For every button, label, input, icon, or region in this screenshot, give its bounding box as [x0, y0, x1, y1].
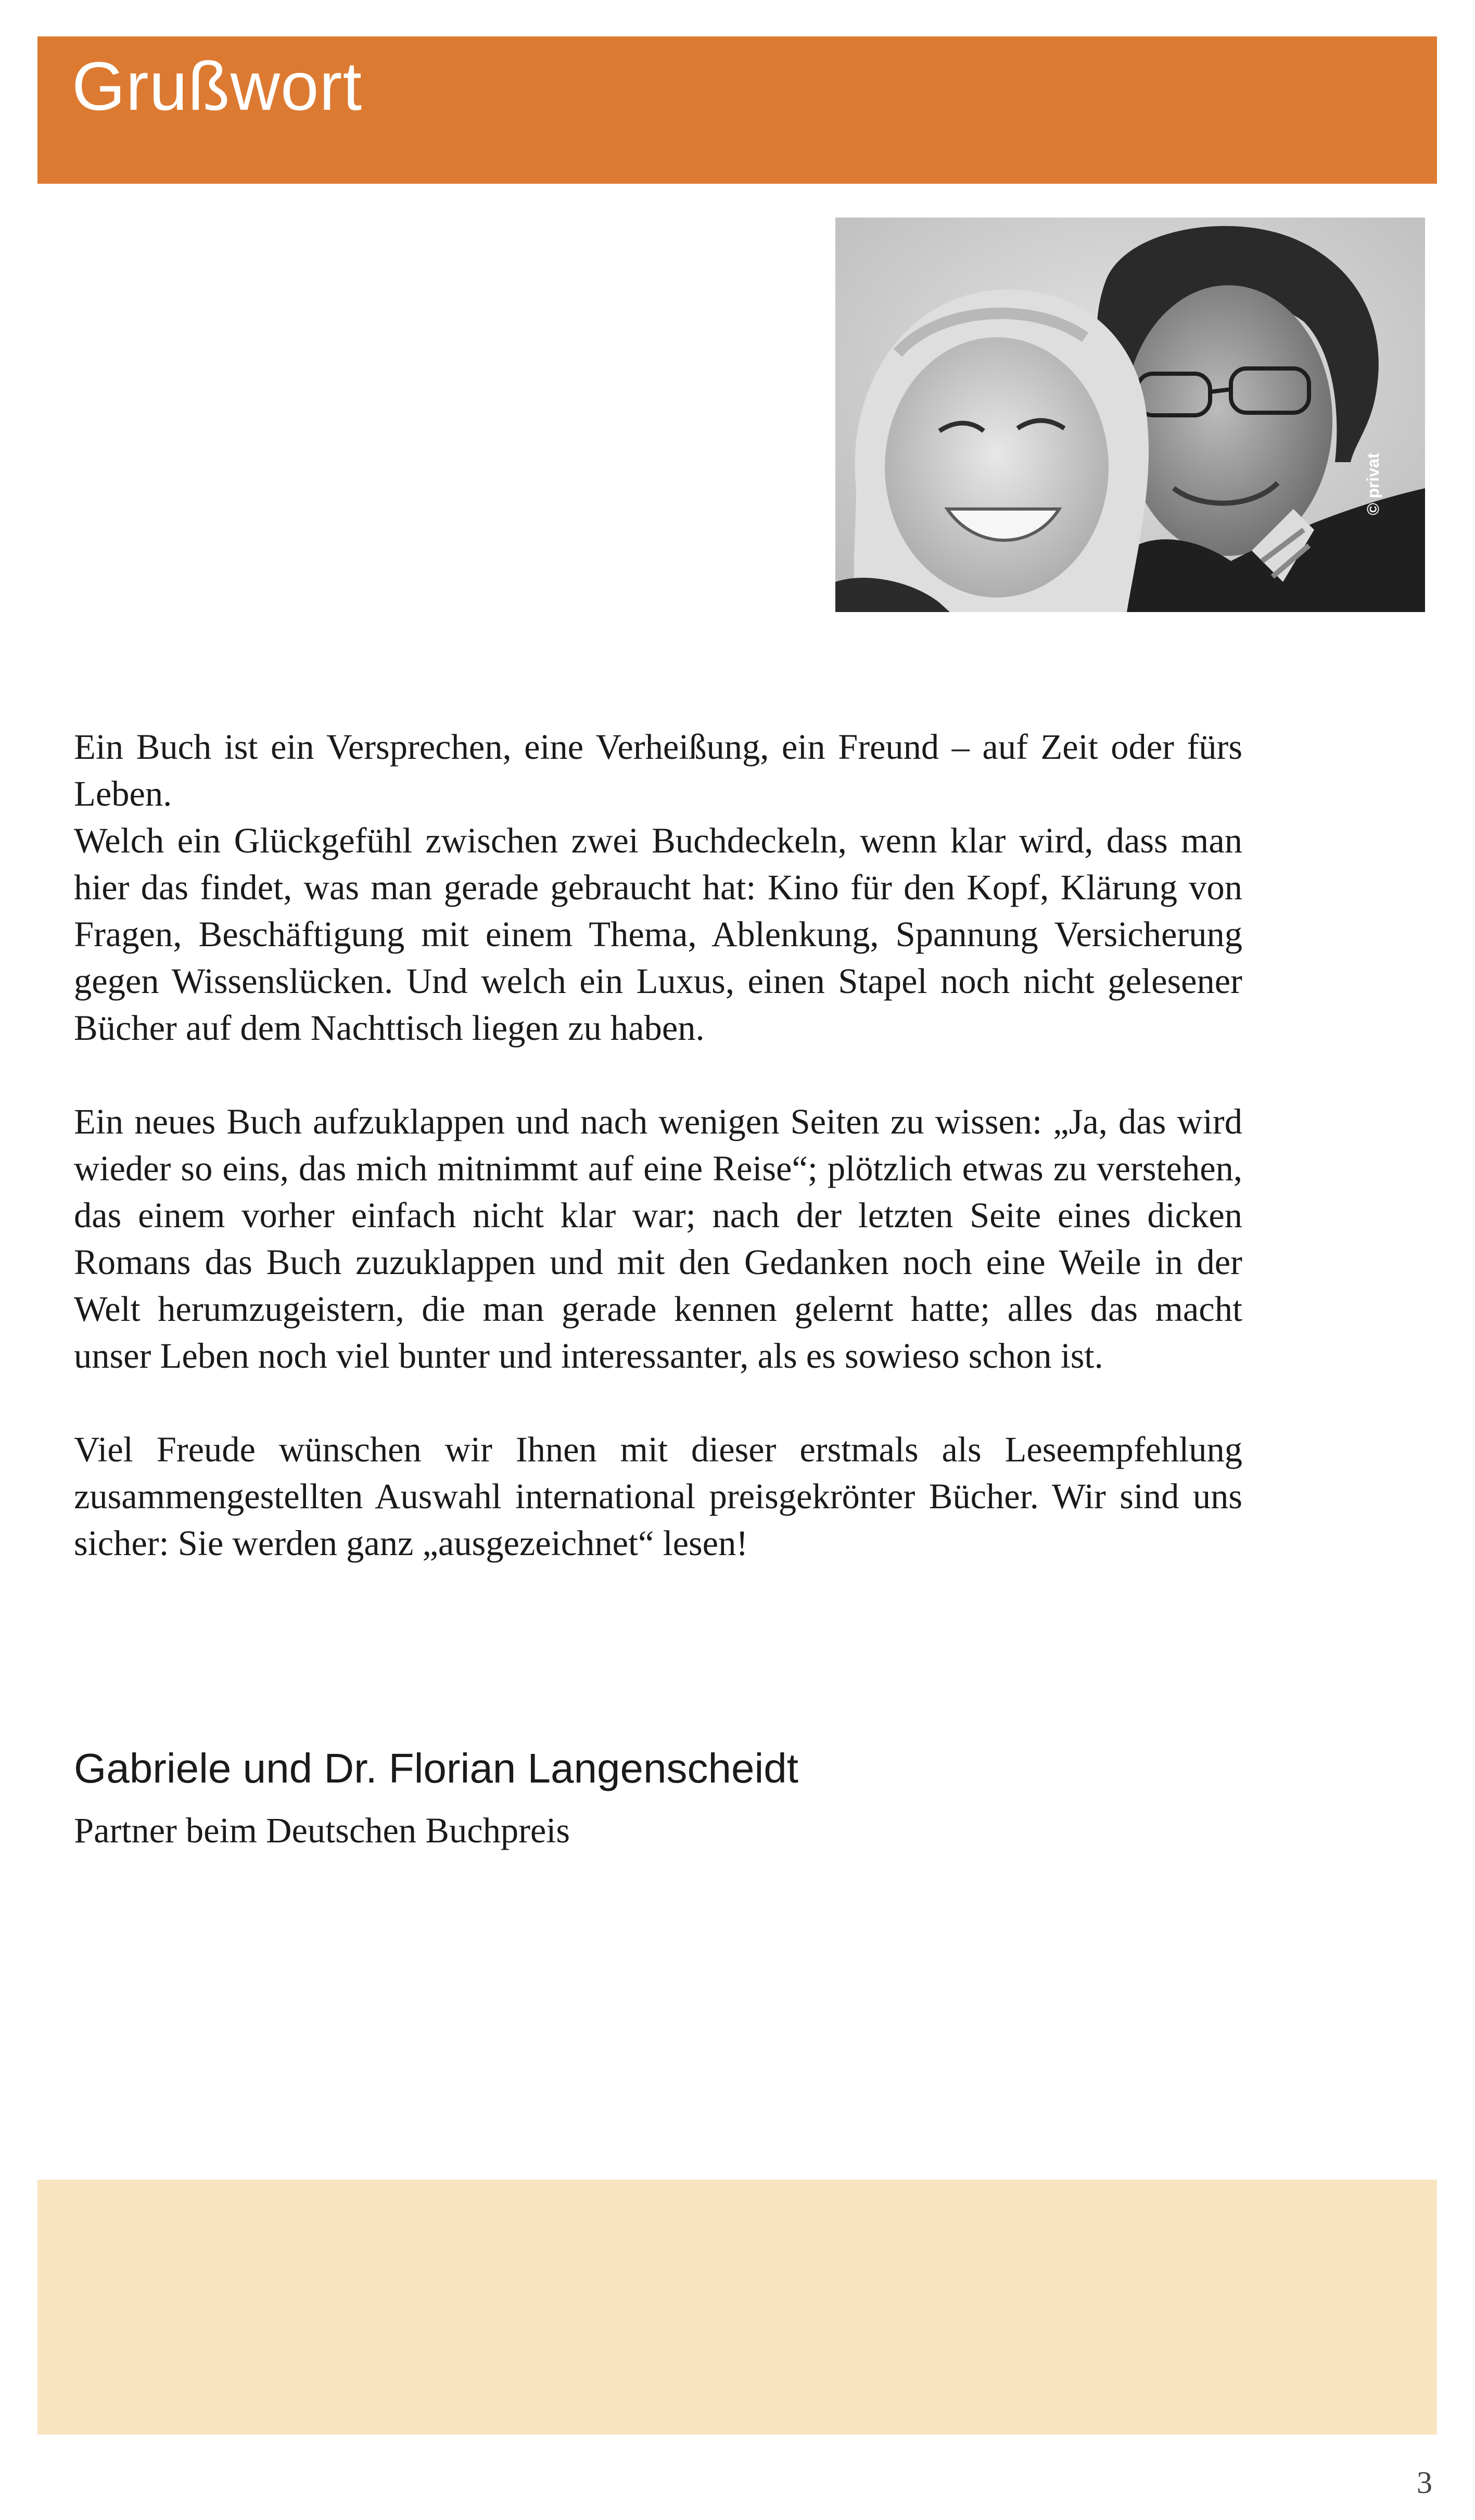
- paragraph-1: [74, 723, 1242, 1051]
- paragraph-1-body: Welch ein Glückgefühl zwischen zwei Buchdeckeln, wenn klar wird, dass man hier das findet, was man gerade gebraucht hat: Kino für den Kopf, Klärung von Fragen, Beschäftigung mit einem Thema, Ablenkung, Spannung Versicherung gegen Wissenslücken. Und welch ein Luxus, einen Stapel noch nicht gelesener Bücher auf dem Nachttisch liegen zu haben.: [74, 821, 1242, 1048]
- signature-name: Gabriele und Dr. Florian Langenscheidt: [74, 1745, 798, 1791]
- page-number: 3: [1417, 2465, 1432, 2500]
- header-bar: [37, 36, 1437, 184]
- photo-credit: © privat: [1364, 453, 1382, 515]
- paragraph-1-intro: Ein Buch ist ein Versprechen, eine Verheißung, ein Freund – auf Zeit oder fürs Leben.: [74, 727, 1242, 813]
- page-title: Grußwort: [72, 48, 363, 124]
- signature-role: Partner beim Deutschen Buchpreis: [74, 1811, 570, 1850]
- portrait-photo: [835, 218, 1425, 612]
- footer-box: [37, 2180, 1437, 2435]
- body-text: [74, 723, 1242, 1613]
- portrait-image: [835, 218, 1425, 612]
- paragraph-3: Viel Freude wünschen wir Ihnen mit dieser erstmals als Leseempfehlung zusammengestellten Auswahl international preisgekrönter Bücher. Wir sind uns sicher: Sie werden ganz „ausgezeichnet“ lesen!: [74, 1430, 1242, 1563]
- paragraph-2: Ein neues Buch aufzuklappen und nach wenigen Seiten zu wissen: „Ja, das wird wieder so eins, das mich mitnimmt auf eine Reise“; plötzlich etwas zu verstehen, das einem vorher einfach nicht klar war; nach der letzten Seite eines dicken Romans das Buch zuzuklappen und mit den Gedanken noch eine Weile in der Welt herumzugeistern, die man gerade kennen gelernt hatte; alles das macht unser Leben noch viel bunter und interessanter, als es sowieso schon ist.: [74, 1102, 1242, 1376]
